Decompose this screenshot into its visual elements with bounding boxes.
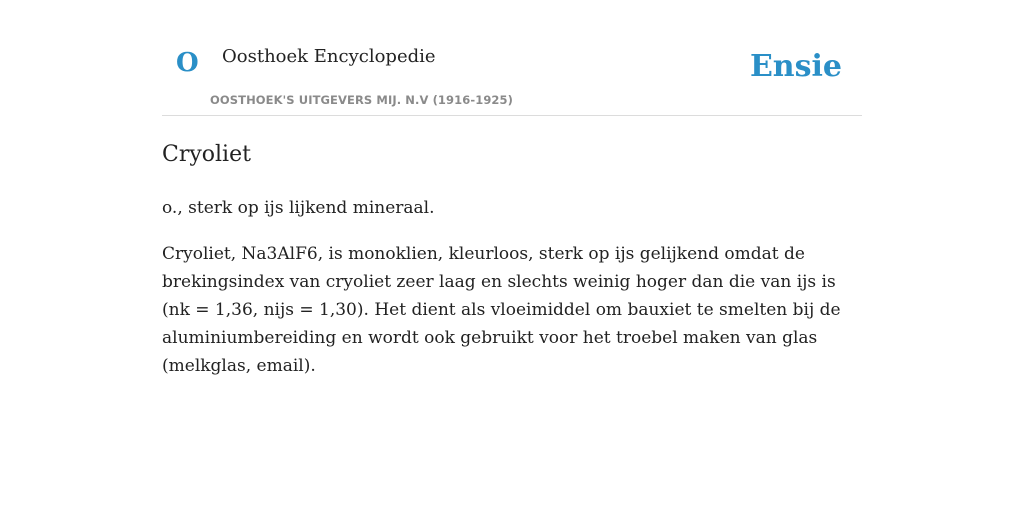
encyclopedia-logo-icon: O <box>176 48 199 78</box>
article-definition: o., sterk op ijs lijkend mineraal. <box>162 198 435 218</box>
encyclopedia-title[interactable]: Oosthoek Encyclopedie <box>222 46 436 67</box>
article <box>162 116 862 380</box>
content-container <box>162 0 862 380</box>
ensie-logo-link[interactable]: Ensie <box>749 49 842 84</box>
publisher-line: OOSTHOEK'S UITGEVERS MIJ. N.V (1916-1925) <box>210 93 513 107</box>
article-headword: Cryoliet <box>162 142 251 167</box>
source-header <box>162 0 862 116</box>
article-body: Cryoliet, Na3AlF6, is monoklien, kleurloos, sterk op ijs gelijkend omdat de brekingsindex van cryoliet zeer laag en slechts weinig hoger dan die van ijs is (nk = 1,36, nijs = 1,30). Het dient als vloeimiddel om bauxiet te smelten bij de aluminiumbereiding en wordt ook gebruikt voor het troebel maken van glas (melkglas, email). <box>162 244 841 376</box>
